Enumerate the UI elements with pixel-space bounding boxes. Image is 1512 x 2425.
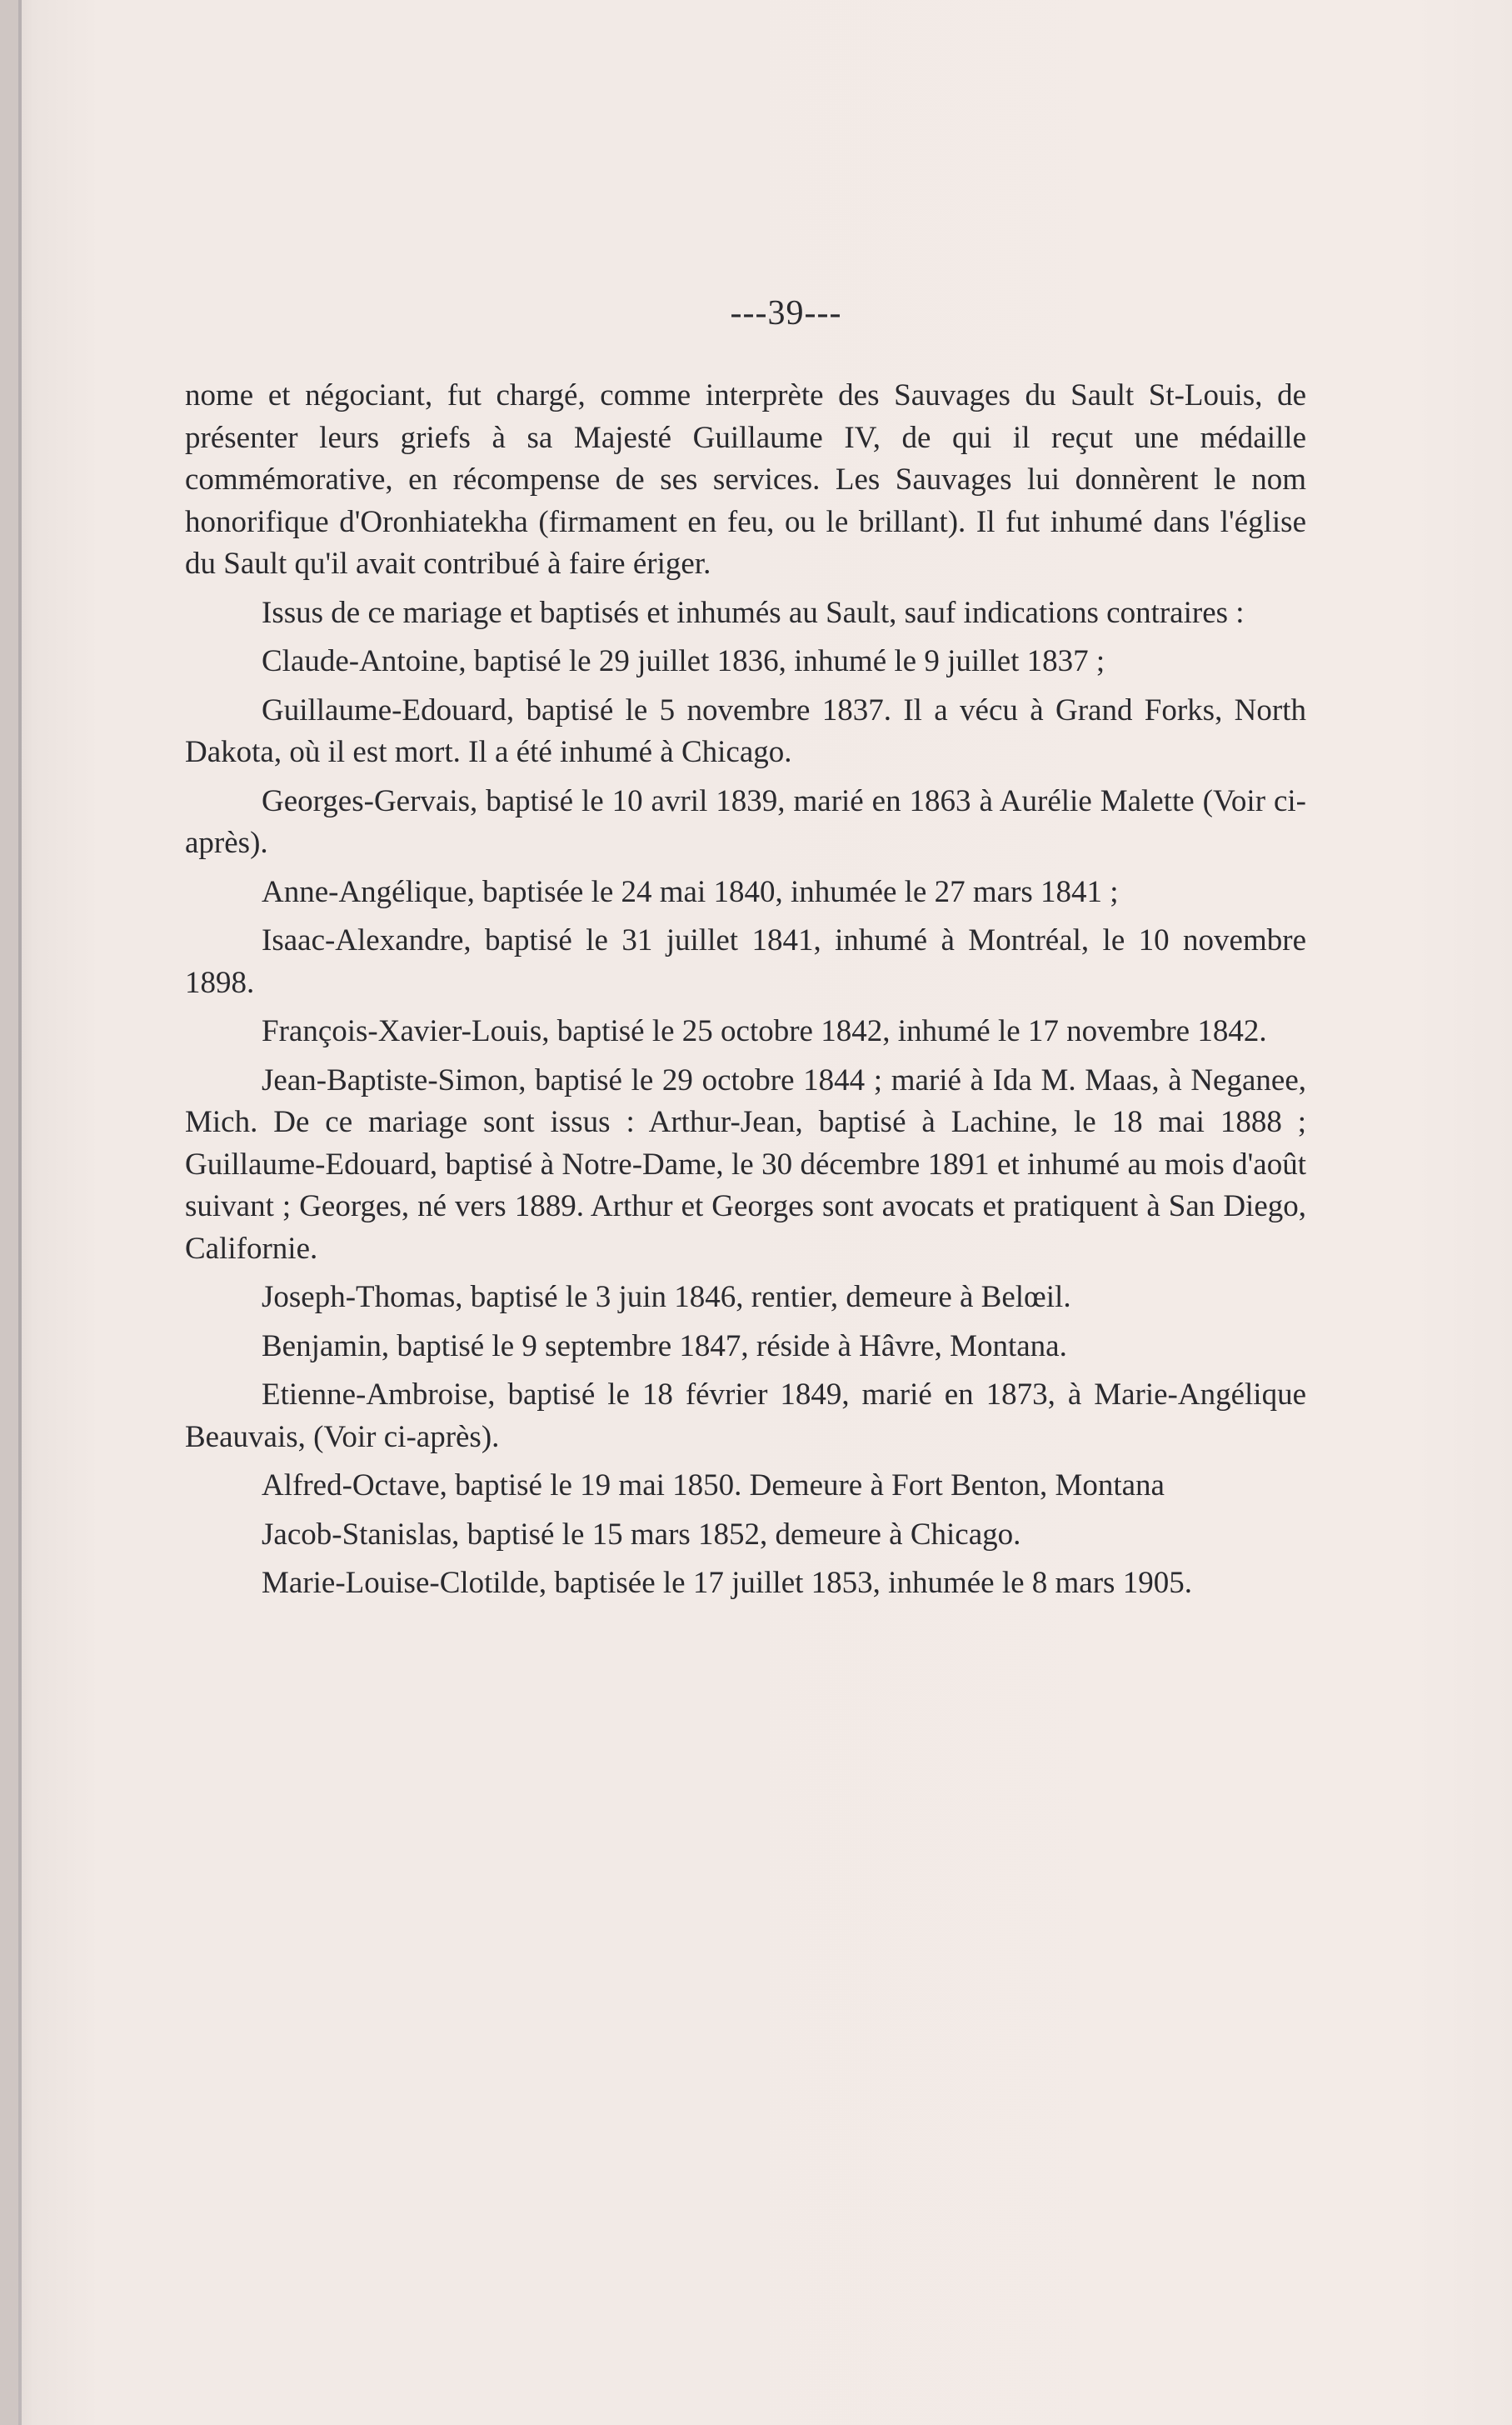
paragraph: Jean-Baptiste-Simon, baptisé le 29 octobre 1844 ; marié à Ida M. Maas, à Neganee, Mich. De ce mariage sont issus : Arthur-Jean, baptisé à Lachine, le 18 mai 1888 ; Guillaume-Edouard, baptisé à Notre-Dame, le 30 décembre 1891 et inhumé au mois d'août suivant ; Georges, né vers 1889. Arthur et Georges sont avocats et pratiquent à San Diego, Californie. bbox=[185, 1062, 1306, 1266]
paragraph: Issus de ce mariage et baptisés et inhumés au Sault, sauf indications contraires : bbox=[262, 595, 1245, 630]
body-text bbox=[185, 375, 1306, 1612]
paragraph: Etienne-Ambroise, baptisé le 18 février 1849, marié en 1873, à Marie-Angélique Beauvais, (Voir ci-après). bbox=[185, 1378, 1306, 1454]
page-number: ---39--- bbox=[730, 294, 842, 332]
paragraph: Alfred-Octave, baptisé le 19 mai 1850. Demeure à Fort Benton, Montana bbox=[262, 1468, 1165, 1502]
paragraph: Claude-Antoine, baptisé le 29 juillet 1836, inhumé le 9 juillet 1837 ; bbox=[262, 644, 1105, 678]
page-gutter-shade bbox=[0, 0, 18, 2425]
paragraph: Isaac-Alexandre, baptisé le 31 juillet 1841, inhumé à Montréal, le 10 novembre 1898. bbox=[185, 923, 1306, 1000]
paragraph: Anne-Angélique, baptisée le 24 mai 1840, inhumée le 27 mars 1841 ; bbox=[262, 874, 1119, 909]
paragraph: Jacob-Stanislas, baptisé le 15 mars 1852, demeure à Chicago. bbox=[262, 1517, 1021, 1552]
paragraph: nome et négociant, fut chargé, comme interprète des Sauvages du Sault St-Louis, de présenter leurs griefs à sa Majesté Guillaume IV, de qui il reçut une médaille commémorative, en récompense de ses services. Les Sauvages lui donnèrent le nom honorifique d'Oronhiatekha (firmament en feu, ou le brillant). Il fut inhumé dans l'église du Sault qu'il avait contribué à faire ériger. bbox=[185, 378, 1306, 581]
paragraph: Georges-Gervais, baptisé le 10 avril 1839, marié en 1863 à Aurélie Malette (Voir ci-après). bbox=[185, 783, 1306, 860]
paragraph: Marie-Louise-Clotilde, baptisée le 17 juillet 1853, inhumée le 8 mars 1905. bbox=[262, 1566, 1192, 1600]
paragraph: Guillaume-Edouard, baptisé le 5 novembre 1837. Il a vécu à Grand Forks, North Dakota, où il est mort. Il a été inhumé à Chicago. bbox=[185, 692, 1306, 769]
paragraph: Joseph-Thomas, baptisé le 3 juin 1846, rentier, demeure à Belœil. bbox=[262, 1280, 1071, 1314]
page-gutter-line bbox=[18, 0, 22, 2425]
paragraph: Benjamin, baptisé le 9 septembre 1847, réside à Hâvre, Montana. bbox=[262, 1328, 1067, 1363]
paragraph: François-Xavier-Louis, baptisé le 25 octobre 1842, inhumé le 17 novembre 1842. bbox=[262, 1014, 1267, 1048]
